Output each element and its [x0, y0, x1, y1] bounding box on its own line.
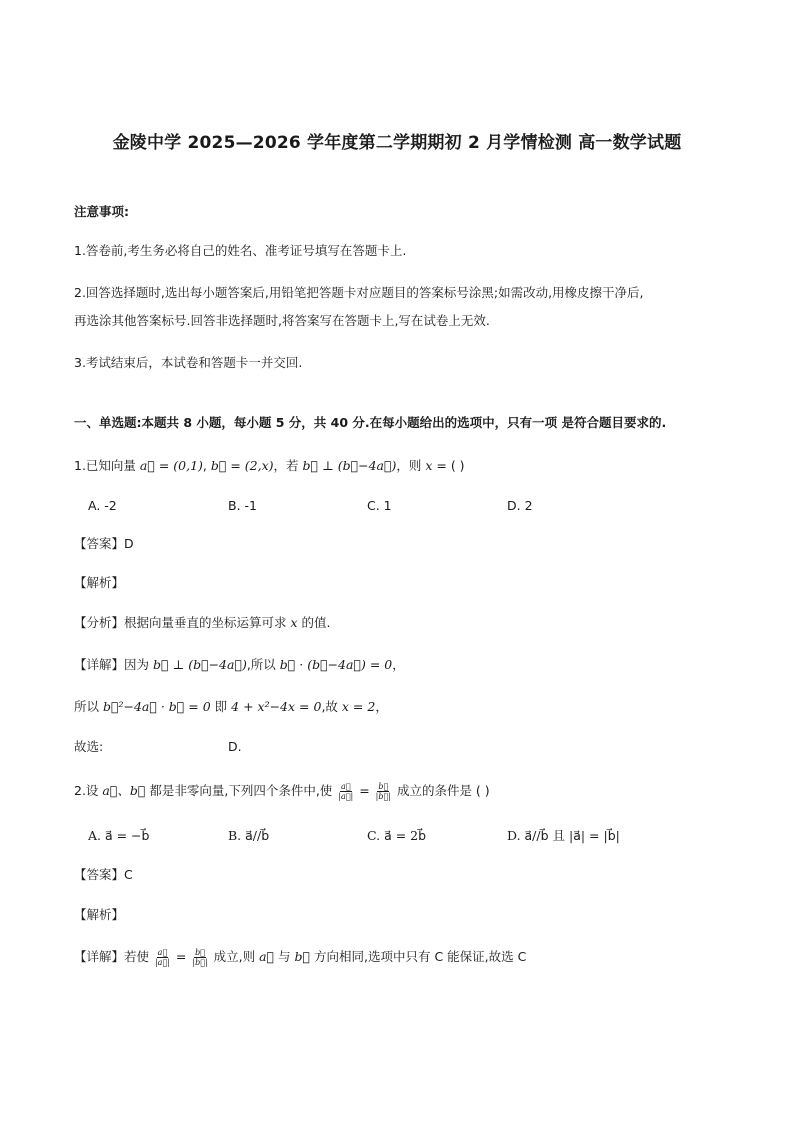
q2-mid: 都是非零向量,下列四个条件中,使 — [145, 783, 337, 798]
q1-choose-label: 故选: — [74, 739, 104, 754]
q1-fenxi — [74, 614, 331, 632]
q1-analysis-tag: 【解析】 — [74, 575, 125, 590]
q1-ask-var: x — [425, 458, 433, 473]
q1-fenxi-pre: 【分析】根据向量垂直的坐标运算可求 — [74, 615, 291, 630]
notice-heading: 注意事项: — [74, 204, 129, 219]
q2-detail-end: 方向相同,选项中只有 C 能保证,故选 C — [310, 949, 527, 964]
q1-detail-m2: b⃗ · (b⃗−4a⃗) = 0 — [279, 657, 393, 672]
question-1-stem: 1.已知向量 a⃗ = (0,1), b⃗ = (2,x)，若 b⃗ ⊥ (b⃗−4a⃗)，则 x = ( ) — [74, 458, 465, 473]
q2-option-d: D. a⃗//b⃗ 且 |a⃗| = |b⃗| — [507, 828, 620, 843]
q1-prefix: 1.已知向量 — [74, 458, 140, 473]
q1-detail-post: ， — [392, 657, 405, 672]
notice-item-1: 1.答卷前,考生务必将自己的姓名、准考证号填写在答题卡上. — [74, 243, 407, 258]
q1-step-m2: 4 + x²−4x = 0 — [231, 699, 322, 714]
q1-option-b: B. -1 — [228, 498, 257, 513]
q2-detail: 【详解】若使 $\frac{a⃗}{|a⃗|}$ = $\frac{b⃗}{|b⃗|}$ 成立,则 a⃗ 与 b⃗ 方向相同,选项中只有 C 能保证,故选 C — [74, 948, 527, 967]
q2-prefix: 2.设 — [74, 783, 103, 798]
page-title: 金陵中学 2025—2026 学年度第二学期期初 2 月学情检测 高一数学试题 — [112, 133, 682, 153]
question-2-stem — [74, 782, 490, 801]
q1-option-a: A. -2 — [88, 498, 117, 513]
q2-analysis-tag: 【解析】 — [74, 907, 125, 922]
q1-step-m1: b⃗²−4a⃗ · b⃗ = 0 — [102, 699, 211, 714]
q2-detail-frac-a: $\frac{a⃗}{|a⃗|}$ — [154, 948, 170, 967]
q1-detail — [74, 656, 405, 674]
q2-frac-b: $\frac{b⃗}{|b⃗|}$ — [375, 782, 391, 801]
notice-item-2: 2.回答选择题时,选出每小题答案后,用铅笔把答题卡对应题目的答案标号涂黑;如需改动,用橡皮擦干净后, — [74, 285, 644, 300]
q1-a-def: a⃗ = (0,1) — [139, 458, 203, 473]
q2-answer: 【答案】C — [74, 867, 133, 882]
q2-detail-a: a⃗ — [259, 949, 275, 964]
q2-detail-post: 成立,则 — [209, 949, 260, 964]
q2-vars: a⃗、b⃗ — [102, 783, 146, 798]
q2-option-a: A. a⃗ = −b⃗ — [88, 828, 150, 843]
q2-frac-a: $\frac{a⃗}{|a⃗|}$ — [338, 782, 354, 801]
q1-fenxi-post: 的值. — [297, 615, 331, 630]
q1-step — [74, 698, 388, 716]
q2-eq: = — [355, 783, 374, 798]
q2-detail-with: 与 — [274, 949, 295, 964]
notice-item-2-cont: 再选涂其他答案标号.回答非选择题时,将答案写在答题卡上,写在试卷上无效. — [74, 313, 490, 328]
q1-step-mid2: ,故 — [321, 699, 342, 714]
q2-option-c: C. a⃗ = 2b⃗ — [367, 828, 427, 843]
q1-choose-value: D. — [228, 739, 242, 754]
q1-step-pre: 所以 — [74, 699, 103, 714]
q1-fenxi-var: x — [290, 615, 298, 630]
q2-option-b: B. a⃗//b⃗ — [228, 828, 270, 843]
q1-cond: b⃗ ⊥ (b⃗−4a⃗) — [302, 458, 397, 473]
q1-answer: 【答案】D — [74, 536, 134, 551]
section-heading: 一、单选题:本题共 8 小题，每小题 5 分，共 40 分.在每小题给出的选项中，只有一项 是符合题目要求的. — [74, 415, 667, 430]
q2-detail-b: b⃗ — [294, 949, 311, 964]
q1-ask-pre: ，则 — [396, 458, 426, 473]
q1-ask-post: = ( ) — [432, 458, 465, 473]
q1-step-mid: 即 — [210, 699, 232, 714]
q1-option-c: C. 1 — [367, 498, 392, 513]
q1-detail-mid: ,所以 — [246, 657, 280, 672]
q1-step-m3: x = 2 — [341, 699, 376, 714]
q1-cond-pre: ，若 — [273, 458, 303, 473]
q1-b-def: b⃗ = (2,x) — [210, 458, 274, 473]
notice-item-3: 3.考试结束后，本试卷和答题卡一并交回. — [74, 355, 303, 370]
q2-post: 成立的条件是 ( ) — [392, 783, 490, 798]
q2-detail-pre: 【详解】若使 — [74, 949, 153, 964]
q1-step-post: ， — [375, 699, 388, 714]
q1-detail-m1: b⃗ ⊥ (b⃗−4a⃗) — [152, 657, 247, 672]
q2-detail-frac-b: $\frac{b⃗}{|b⃗|}$ — [192, 948, 208, 967]
q1-detail-pre: 【详解】因为 — [74, 657, 153, 672]
q1-option-d: D. 2 — [507, 498, 533, 513]
